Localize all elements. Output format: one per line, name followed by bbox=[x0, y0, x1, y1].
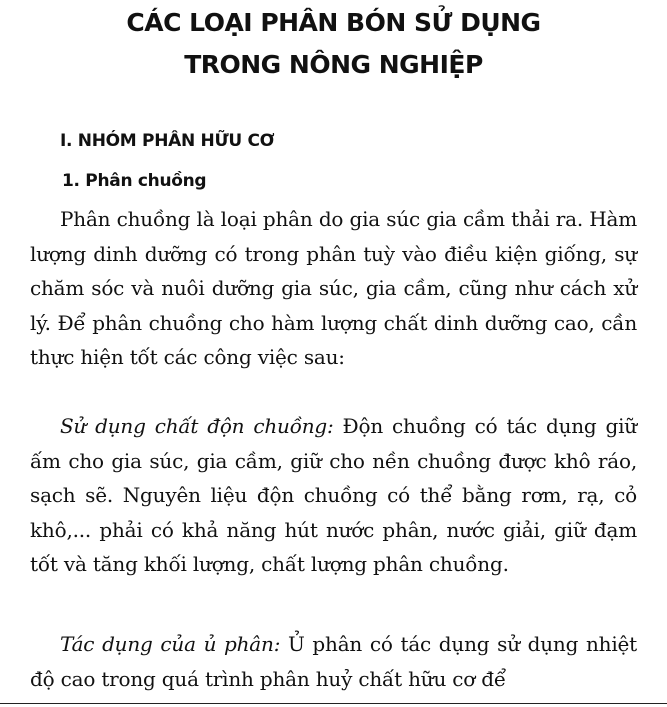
paragraph-2 bbox=[30, 409, 637, 582]
paragraph-3-text: Ủ phân có tác dụng sử dụng nhiệt độ cao trong quá trình phân huỷ chất hữu cơ để bbox=[30, 632, 638, 691]
paragraph-3-lead: Tác dụng của ủ phân: bbox=[60, 632, 281, 656]
paragraph-1 bbox=[30, 202, 637, 375]
paragraph-2-lead: Sử dụng chất độn chuồng: bbox=[60, 414, 334, 438]
paragraph-3 bbox=[30, 627, 637, 696]
section-heading: I. NHÓM PHÂN HỮU CƠ bbox=[60, 131, 275, 151]
title-line-1: CÁC LOẠI PHÂN BÓN SỬ DỤNG bbox=[126, 8, 541, 37]
subsection-heading: 1. Phân chuồng bbox=[62, 171, 207, 191]
page-title bbox=[0, 2, 667, 86]
title-line-2: TRONG NÔNG NGHIỆP bbox=[184, 50, 483, 79]
paragraph-2-text: Độn chuồng có tác dụng giữ ấm cho gia súc, gia cầm, giữ cho nền chuồng được khô ráo, sạch sẽ. Nguyên liệu độn chuồng có thể bằng rơm, rạ, cỏ khô,... phải có khả năng hút nước phân, nước giải, giữ đạm tốt và tăng khối lượng, chất lượng phân chuồng. bbox=[30, 414, 637, 577]
paragraph-1-text: Phân chuồng là loại phân do gia súc gia cầm thải ra. Hàm lượng dinh dưỡng có trong phân tuỳ vào điều kiện giống, sự chăm sóc và nuôi dưỡng gia súc, gia cầm, cũng như cách xử lý. Để phân chuồng cho hàm lượng chất dinh dưỡng cao, cần thực hiện tốt các công việc sau: bbox=[30, 207, 637, 370]
bottom-rule bbox=[0, 703, 667, 704]
